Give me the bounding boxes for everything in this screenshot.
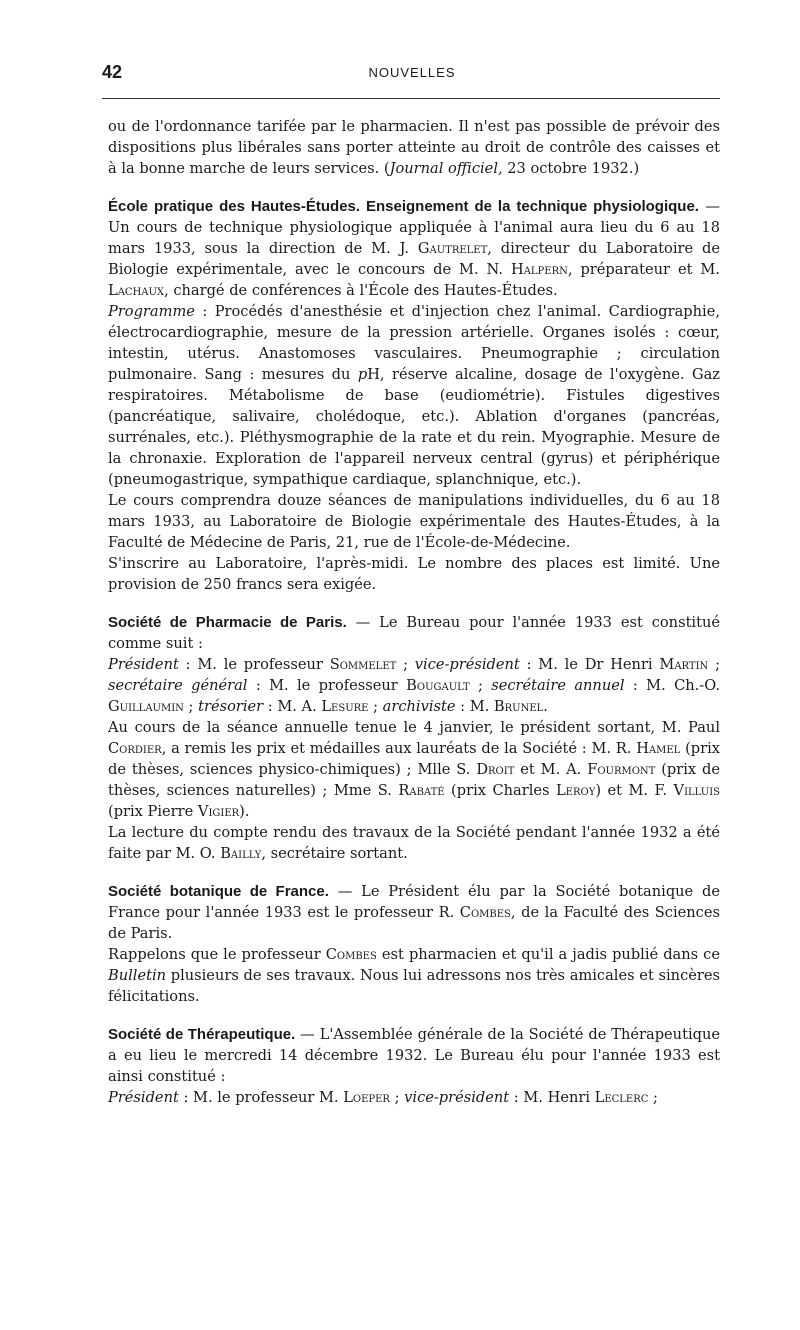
text: , secrétaire sortant.	[261, 845, 408, 862]
programme-label: Programme	[108, 303, 195, 320]
paragraph-continuation	[108, 116, 720, 179]
person-name: Loeper	[343, 1089, 390, 1106]
text: (prix Pierre	[108, 803, 198, 820]
text: (prix de thèses, sciences naturelles) ; Mme S.	[108, 761, 720, 799]
text: : M. le professeur	[178, 656, 330, 673]
bulletin-title: Bulletin	[108, 967, 167, 984]
role-label: secrétaire annuel	[491, 677, 625, 694]
text: — Le Président élu par la Société botanique de France pour l'année 1933 est le professeur R.	[108, 883, 720, 921]
person-name: Rabaté	[398, 782, 445, 799]
person-name: Hamel	[636, 740, 681, 757]
person-name: Cordier	[108, 740, 162, 757]
running-head: NOUVELLES	[368, 65, 456, 80]
text: — Le Bureau pour l'année 1933 est constitué comme suit :	[108, 614, 721, 652]
bureau-therapeutique	[108, 1087, 720, 1108]
text: La lecture du compte rendu des travaux de la Société pendant l'année 1932 a été faite par M. O.	[108, 824, 720, 862]
text: ) et M. F.	[595, 782, 674, 799]
text: : M. le Dr Henri	[519, 656, 660, 673]
text: : Procédés d'anesthésie et d'injection chez l'animal. Cardiographie, électrocardiographie, mesure de la pression artérielle. Organes isolés : cœur, intestin, utérus. Anastomoses vasculaires. Pneumographie ; circulation pulmonaire. Sang : mesures du	[108, 303, 720, 383]
cours-paragraph: Le cours comprendra douze séances de manipulations individuelles, du 6 au 18 mars 1933, au Laboratoire de Biologie expérimentale des Hautes-Études, à la Faculté de Médecine de Paris, 21, rue de l'École-de-Médecine.	[108, 492, 720, 551]
person-name: Brunel	[493, 698, 544, 715]
rappel-paragraph	[108, 944, 720, 1007]
text: (prix Charles	[444, 782, 556, 799]
role-label: archiviste	[382, 698, 456, 715]
bureau-list	[108, 654, 720, 717]
text: ).	[239, 803, 250, 820]
person-name: Lesure	[321, 698, 369, 715]
person-name: Bailly	[220, 845, 262, 862]
body-text	[108, 116, 720, 1108]
text: — Un cours de technique physiologique appliquée à l'animal aura lieu du 6 au 18 mars 1933, sous la direction de M. J.	[108, 198, 720, 257]
section-pharmacie-paris	[108, 612, 720, 654]
person-name: Villuis	[673, 782, 720, 799]
text: ;	[368, 698, 383, 715]
text: ;	[389, 1089, 405, 1106]
text: , chargé de conférences à l'École des Hautes-Études.	[164, 282, 558, 299]
seance-paragraph	[108, 717, 720, 822]
text: H, réserve alcaline, dosage de l'oxygène. Gaz respiratoires. Métabolisme de base (eudiométrie). Fistules digestives (pancréatique, salivaire, cholédoque, etc.). Ablation d'organes (pancréas, surrénales, etc.). Pléthysmographie de la rate et du rein. Myographie. Mesure de la chronaxie. Exploration de l'appareil nerveux central (gyrus) et périphérique (pneumogastrique, sympathique cardiaque, splanchnique, etc.).	[108, 366, 720, 488]
text: est pharmacien et qu'il a jadis publié dans ce	[376, 946, 720, 963]
person-name: Droit	[476, 761, 515, 778]
section-heading: École pratique des Hautes-Études. Enseignement de la technique physiologique.	[108, 198, 699, 215]
text: (prix de thèses, sciences physico-chimiques) ; Mlle S.	[108, 740, 720, 778]
section-heading: Société de Pharmacie de Paris.	[108, 614, 347, 631]
section-ecole-pratique	[108, 196, 720, 301]
header-rule	[102, 98, 720, 99]
person-name: Lachaux	[108, 282, 165, 299]
text: : M. Ch.-O.	[624, 677, 720, 694]
source-citation: Journal officiel,	[389, 160, 503, 177]
role-label: Président	[108, 1089, 179, 1106]
section-heading: Société botanique de France.	[108, 883, 329, 900]
role-label: Président	[108, 656, 179, 673]
person-name: Vigier	[197, 803, 240, 820]
person-name: Gautrelet	[417, 240, 488, 257]
text: ;	[183, 698, 199, 715]
programme-paragraph	[108, 301, 720, 490]
role-label: vice-président	[414, 656, 520, 673]
text: : M.	[455, 698, 494, 715]
text: ou de l'ordonnance tarifée par le pharmacien. Il n'est pas possible de prévoir des dispositions plus libérales sans porter atteinte au droit de contrôle des caisses et à la bonne marche de leurs services. (	[108, 118, 720, 177]
role-label: secrétaire général	[108, 677, 248, 694]
page-header	[102, 62, 722, 90]
person-name: Martin	[659, 656, 709, 673]
person-name: Guillaumin	[108, 698, 184, 715]
person-name: Halpern	[510, 261, 568, 278]
text: plusieurs de ses travaux. Nous lui adressons nos très amicales et sincères félicitations.	[108, 967, 720, 1005]
person-name: Leclerc	[594, 1089, 649, 1106]
text: ;	[396, 656, 415, 673]
text: : M. A.	[263, 698, 322, 715]
text: , a remis les prix et médailles aux lauréats de la Société : M. R.	[161, 740, 637, 757]
person-name: Combes	[325, 946, 377, 963]
text: , directeur du Laboratoire de Biologie expérimentale, avec le concours de M. N.	[108, 240, 720, 278]
role-label: vice-président	[404, 1089, 510, 1106]
person-name: Fourmont	[587, 761, 656, 778]
text: : M. Henri	[509, 1089, 595, 1106]
text: et M. A.	[514, 761, 588, 778]
ph-italic: p	[357, 366, 368, 383]
page-number: 42	[102, 62, 123, 82]
role-label: trésorier	[198, 698, 264, 715]
text: ;	[469, 677, 492, 694]
lecture-paragraph	[108, 822, 720, 864]
text: Rappelons que le professeur	[108, 946, 326, 963]
text: 23 octobre 1932.)	[502, 160, 640, 177]
person-name: Sommelet	[329, 656, 397, 673]
person-name: Bougault	[406, 677, 470, 694]
inscription-paragraph: S'inscrire au Laboratoire, l'après-midi. Le nombre des places est limité. Une provision de 250 francs sera exigée.	[108, 555, 720, 593]
text: ;	[708, 656, 720, 673]
section-botanique	[108, 881, 720, 944]
section-therapeutique	[108, 1024, 720, 1087]
text: ;	[648, 1089, 658, 1106]
text: , préparateur et M.	[567, 261, 720, 278]
text: — L'Assemblée générale de la Société de Thérapeutique a eu lieu le mercredi 14 décembre 1932. Le Bureau élu pour l'année 1933 est ainsi constitué :	[108, 1026, 720, 1085]
person-name: Leroy	[555, 782, 596, 799]
text: Au cours de la séance annuelle tenue le 4 janvier, le président sortant, M. Paul	[108, 719, 720, 736]
text: : M. le professeur M.	[178, 1089, 344, 1106]
text: , de la Faculté des Sciences de Paris.	[108, 904, 720, 942]
text: : M. le professeur	[247, 677, 407, 694]
person-name: Combes	[459, 904, 511, 921]
section-heading: Société de Thérapeutique.	[108, 1026, 296, 1043]
text: .	[543, 698, 548, 715]
